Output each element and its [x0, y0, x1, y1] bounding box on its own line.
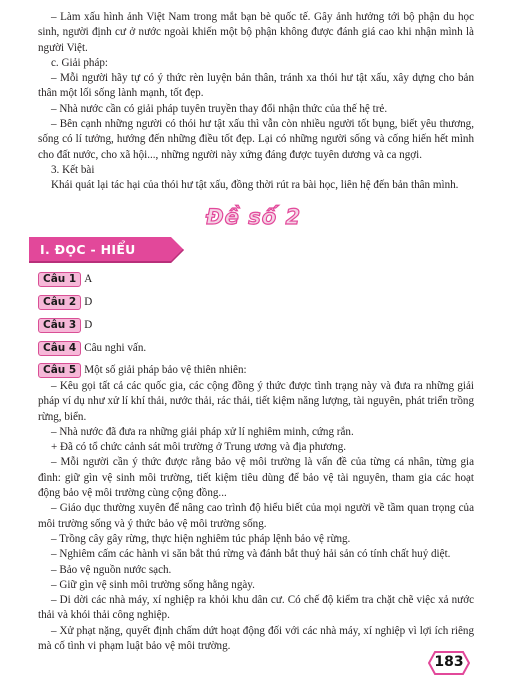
paragraph: + Đã có tổ chức cảnh sát môi trường ở Trung ương và địa phương.: [51, 441, 347, 454]
top-text-block: [38, 10, 474, 194]
paragraph: – Nhà nước cần có giải pháp tuyên truyền thay đổi nhận thức của thế hệ trẻ.: [51, 102, 388, 115]
paragraph: – Giáo dục thường xuyên để nâng cao trình độ hiểu biết của mọi người về tầm quan trọng của môi trường sống và ý thức bảo vệ môi trường sống.: [38, 502, 474, 530]
question-row: [38, 295, 92, 310]
cau5-text-block: [38, 379, 474, 654]
section-heading: [29, 237, 184, 263]
question-badge: Câu 5: [38, 363, 81, 378]
section-heading-label: I. ĐỌC - HIỂU: [40, 242, 136, 257]
paragraph: – Bảo vệ nguồn nước sạch.: [51, 563, 172, 576]
paragraph: – Di dời các nhà máy, xí nghiệp ra khỏi khu dân cư. Có chế độ kiểm tra chặt chẽ việc xả nước thải và khói thải công nghiệp.: [38, 594, 474, 622]
question-badge: Câu 3: [38, 318, 81, 333]
page-number-label: 183: [434, 654, 464, 670]
paragraph: – Mỗi người cần ý thức được rằng bảo vệ môi trường là vấn đề của từng cá nhân, từng gia đình: giữ gìn vệ sinh môi trường, tiết kiệm tiêu dùng để bảo vệ tài nguyên, tham gia các hoạt động bảo vệ môi trường cùng cộng đồng...: [38, 456, 474, 500]
paragraph: – Nhà nước đã đưa ra những giải pháp xử lí nghiêm minh, cứng rắn.: [51, 425, 354, 438]
paragraph: 3. Kết bài: [51, 163, 95, 176]
question-row: [38, 318, 92, 333]
question-answer: Câu nghi vấn.: [84, 342, 147, 354]
question-row: [38, 272, 92, 287]
paragraph: – Nghiêm cấm các hành vi săn bắt thú rừng và đánh bắt thuỷ hải sản có tính chất huỷ diệt.: [51, 548, 451, 561]
exam-title: Đề số 2: [205, 205, 302, 229]
question-answer: A: [84, 273, 93, 285]
paragraph: c. Giải pháp:: [51, 56, 108, 69]
paragraph: – Mỗi người hãy tự có ý thức rèn luyện bản thân, tránh xa thói hư tật xấu, xây dựng cho bản thân một lối sống lành mạnh, tốt đẹp.: [38, 72, 474, 100]
page-number: [428, 651, 470, 675]
paragraph: – Giữ gìn vệ sinh môi trường sống hằng ngày.: [51, 578, 255, 591]
question-badge: Câu 2: [38, 295, 81, 310]
question-answer: Một số giải pháp bảo vệ thiên nhiên:: [84, 364, 247, 376]
question-answer: D: [84, 319, 93, 331]
paragraph: – Kêu gọi tất cả các quốc gia, các cộng đồng ý thức được tình trạng này và đưa ra những giải pháp ví dụ như xử lí khí thải, nước thải, rác thải, tiết kiệm năng lượng, tài nguyên, phát triển trồng rừng, biển.: [38, 380, 474, 423]
question-badge: Câu 4: [38, 341, 81, 356]
paragraph: Khái quát lại tác hại của thói hư tật xấu, đồng thời rút ra bài học, liên hệ đến bản thân mình.: [51, 179, 459, 192]
paragraph: – Làm xấu hình ảnh Việt Nam trong mắt bạn bè quốc tế. Gây ảnh hưởng tới bộ phận du học sinh, người định cư ở nước ngoài khiến một bộ phận không được đánh giá cao khi nhận mình là người Việt.: [38, 11, 474, 54]
question-badge: Câu 1: [38, 272, 81, 287]
question-answer: D: [84, 296, 93, 308]
paragraph: – Bên cạnh những người có thói hư tật xấu thì vẫn còn nhiều người tốt bụng, biết yêu thương, sống có lí tưởng, hướng đến những điều tốt đẹp. Lại có những người sống và cống hiến hết mình cho đất nước, cho xã hội..., những người này xứng đáng được tuyên dương và ca ngợi.: [38, 118, 474, 161]
question-row: [38, 341, 146, 356]
paragraph: – Xử phạt nặng, quyết định chấm dứt hoạt động đối với các nhà máy, xí nghiệp vì lợi ích riêng mà cố tình vi phạm luật bảo vệ môi trường.: [38, 624, 474, 653]
paragraph: – Trồng cây gây rừng, thực hiện nghiêm túc pháp lệnh bảo vệ rừng.: [51, 532, 351, 545]
question-row: [38, 363, 247, 378]
